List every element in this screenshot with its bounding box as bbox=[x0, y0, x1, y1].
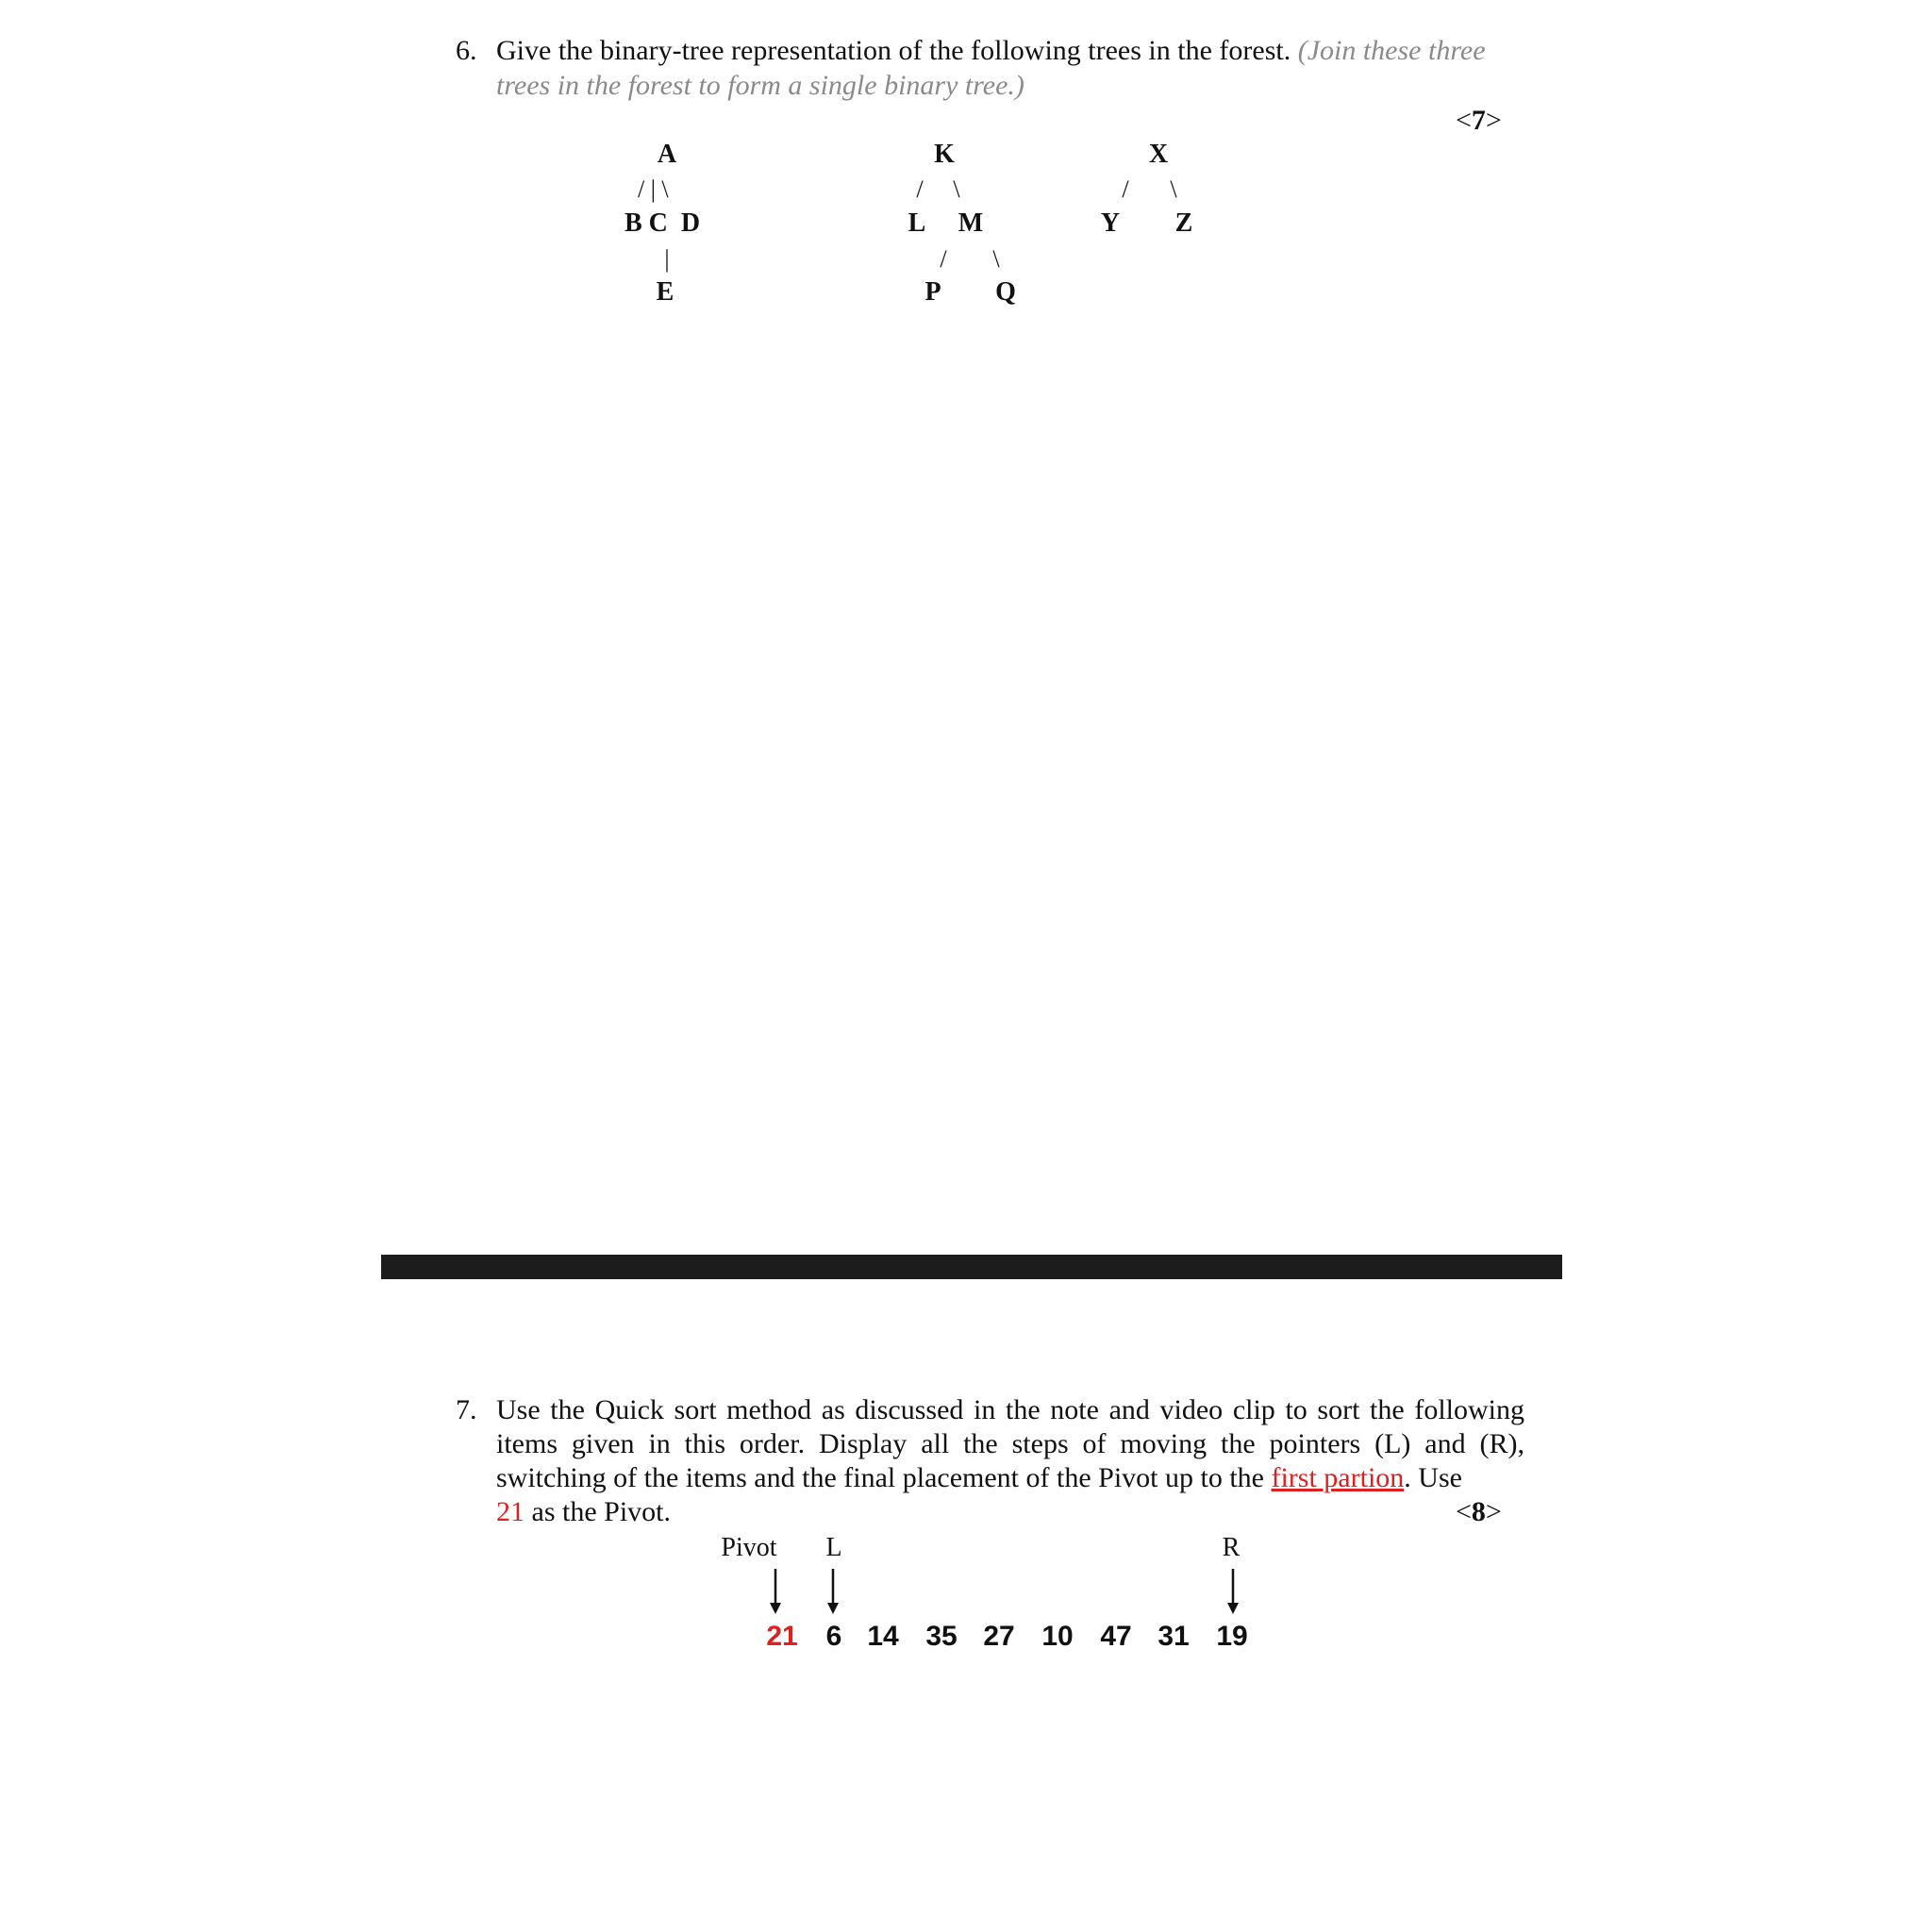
pivot-label: Pivot bbox=[721, 1533, 777, 1562]
question-6-hint-part-2: trees in the forest to form a single binary tree.) bbox=[496, 70, 1024, 101]
marks-open-bracket: < bbox=[1456, 1496, 1472, 1527]
section-divider bbox=[381, 1255, 1562, 1279]
tree-1-leaf: E bbox=[656, 277, 675, 307]
marks-close-bracket: > bbox=[1485, 1496, 1502, 1527]
tree-2-leaf-right: Q bbox=[995, 277, 1016, 307]
question-7-marks bbox=[1456, 1495, 1502, 1529]
marks-value: 7 bbox=[1471, 105, 1486, 136]
tree-2-edge-right: \ bbox=[953, 175, 960, 203]
tree-3-left: Y bbox=[1100, 208, 1121, 238]
question-6-marks bbox=[1456, 104, 1502, 138]
question-7-number: 7. bbox=[456, 1394, 477, 1425]
marks-open-bracket: < bbox=[1456, 105, 1472, 136]
tree-2-left: L bbox=[908, 208, 926, 238]
question-7-line-4-rest: as the Pivot. bbox=[525, 1496, 671, 1527]
right-pointer-label: R bbox=[1222, 1533, 1241, 1562]
pivot-value-text: 21 bbox=[496, 1496, 525, 1527]
tree-2-edge2-right: \ bbox=[992, 245, 1000, 273]
tree-1-root: A bbox=[657, 140, 677, 169]
array-item: 21 bbox=[766, 1621, 798, 1652]
array-item: 47 bbox=[1100, 1621, 1132, 1652]
array-item: 6 bbox=[825, 1621, 842, 1652]
array-item: 31 bbox=[1158, 1621, 1190, 1652]
tree-1-children: B C D bbox=[625, 208, 701, 238]
question-7-line-1: Use the Quick sort method as discussed in the note and video clip to sort the following bbox=[496, 1394, 1524, 1425]
tree-1-edges-top: / | \ bbox=[638, 175, 669, 203]
marks-value: 8 bbox=[1471, 1496, 1486, 1527]
tree-3-root: X bbox=[1148, 140, 1169, 169]
question-6-number: 6. bbox=[456, 35, 477, 66]
pivot-arrow-icon bbox=[766, 1569, 785, 1616]
question-6-hint-part-1: (Join these three bbox=[1297, 35, 1486, 66]
first-partion-link: first partion bbox=[1271, 1462, 1405, 1493]
tree-2-leaf-left: P bbox=[924, 277, 941, 307]
array-item: 14 bbox=[867, 1621, 899, 1652]
tree-2-root: K bbox=[934, 140, 955, 169]
tree-2-edge2-left: / bbox=[940, 245, 947, 273]
tree-2-right: M bbox=[958, 208, 984, 238]
array-item: 35 bbox=[925, 1621, 958, 1652]
array-item: 27 bbox=[983, 1621, 1015, 1652]
tree-2-edge-left: / bbox=[916, 175, 924, 203]
question-6-line-1 bbox=[496, 34, 1486, 68]
question-7-line-3-text: switching of the items and the final placement of the Pivot up to the bbox=[496, 1462, 1264, 1493]
left-pointer-label: L bbox=[825, 1533, 842, 1562]
array-item: 19 bbox=[1216, 1621, 1248, 1652]
left-pointer-arrow-icon bbox=[824, 1569, 842, 1616]
tree-1-edge-mid: | bbox=[664, 245, 670, 273]
tree-3-edge-left: / bbox=[1122, 175, 1129, 203]
right-pointer-arrow-icon bbox=[1224, 1569, 1242, 1616]
question-7-line-4 bbox=[496, 1495, 671, 1529]
question-7-line-3-end: . Use bbox=[1404, 1462, 1462, 1493]
tree-3-right: Z bbox=[1174, 208, 1193, 238]
question-7-line-2: items given in this order. Display all the steps of moving the pointers (L) and (R), bbox=[496, 1428, 1524, 1459]
question-6-main-text: Give the binary-tree representation of the following trees in the forest. bbox=[496, 35, 1291, 66]
question-7-line-3 bbox=[496, 1461, 1462, 1495]
tree-3-edge-right: \ bbox=[1170, 175, 1177, 203]
marks-close-bracket: > bbox=[1485, 105, 1502, 136]
array-item: 10 bbox=[1041, 1621, 1074, 1652]
